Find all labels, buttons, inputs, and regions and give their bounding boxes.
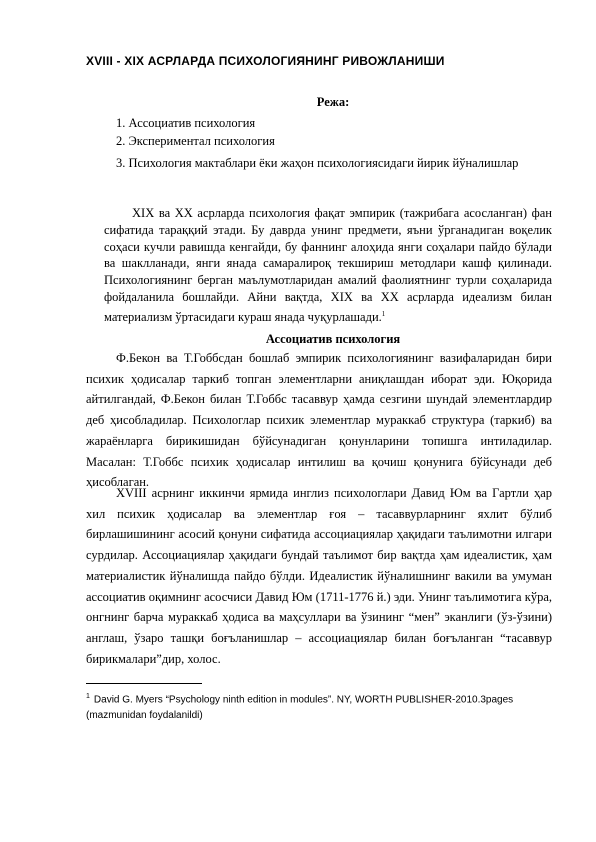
footnote <box>86 689 552 724</box>
plan-item-3: 3. Психология мактаблари ёки жаҳон психологиясидаги йирик йўналишлар <box>116 156 519 170</box>
footnote-number: 1 <box>86 693 90 700</box>
intro-paragraph <box>104 205 552 326</box>
section-paragraph-1: Ф.Бекон ва Т.Гоббсдан бошлаб эмпирик психологиянинг вазифаларидан бири психик ҳодисалар таркиб топган элементларни аниқлашдан иборат эди. Юқорида айтилгандай, Ф.Бекон билан Т.Гоббс тасаввур ҳамда сезгини шундай элементлардир деб ҳисобладилар. Психологлар психик элементлар мураккаб структура (таркиб) ва жараёнларга бирикишидан бўйсунадиган қонунларини топишга интиладилар. Масалан: Т.Гоббс психик ҳодисалар интилиш ва қочиш қонунига бўйсунади деб ҳисоблаган. <box>86 351 552 490</box>
intro-text: XIX ва XX асрларда психология фақат эмпирик (тажрибага асосланган) фан сифатида тараққий этади. Бу даврда унинг предмети, яъни ўрганадиган воқелик соҳаси кучли равишда кенгайди, бу фаннинг алоҳида янги соҳалари пайдо бўлади ва шаклланади, янги янада самаралироқ текшириш методлари кашф қилинади. Психологиянинг берган маълумотларидан амалий фаолиятнинг турли соҳаларида фойдаланила бошлайди. Айни вақтда, XIX ва XX асрларда идеализм билан материализм ўртасидаги кураш янада чуқурлашади. <box>104 206 552 324</box>
footnote-reference[interactable]: 1 <box>381 309 386 318</box>
plan-item-2: 2. Экспериментал психология <box>116 134 275 148</box>
section-heading: Ассоциатив психология <box>265 332 401 346</box>
footnote-text: David G. Myers “Psychology ninth edition in modules”. NY, WORTH PUBLISHER-2010.3pages (mazmunidan foydalanildi) <box>86 694 514 722</box>
plan-heading: Режа: <box>316 95 350 109</box>
plan-item-1: 1. Ассоциатив психология <box>116 116 256 130</box>
footnote-separator <box>86 683 202 684</box>
section-paragraph-2: XVIII асрнинг иккинчи ярмида инглиз психологлари Давид Юм ва Гартли ҳар хил психик ҳодисалар ва элементлар ғоя – тасаввурларнинг яхлит бўлиб бирлашишининг асосий қонуни сифатида ассоциациялар ҳақидаги таълимотни илгари сурдилар. Ассоциациялар ҳақидаги бундай таълимот бир вақтда ҳам идеалистик, ҳам материалистик йўналишда пайдо бўлди. Идеалистик йўналишнинг вакили ва умуман ассоциатив оқимнинг асосчиси Давид Юм (1711-1776 й.) эди. Унинг таълимотига кўра, онгнинг барча мураккаб ҳодиса ва маҳсуллари ва ўзининг “мен” эканлиги (ўз-ўзини) англаш, ўзаро ташқи боғъланишлар – ассоциациялар билан боғъланган “тасаввур бирикмалари”дир, холос. <box>86 486 552 666</box>
page-title: XVIII - XIX АСРЛАРДА ПСИХОЛОГИЯНИНГ РИВОЖЛАНИШИ <box>86 54 445 68</box>
